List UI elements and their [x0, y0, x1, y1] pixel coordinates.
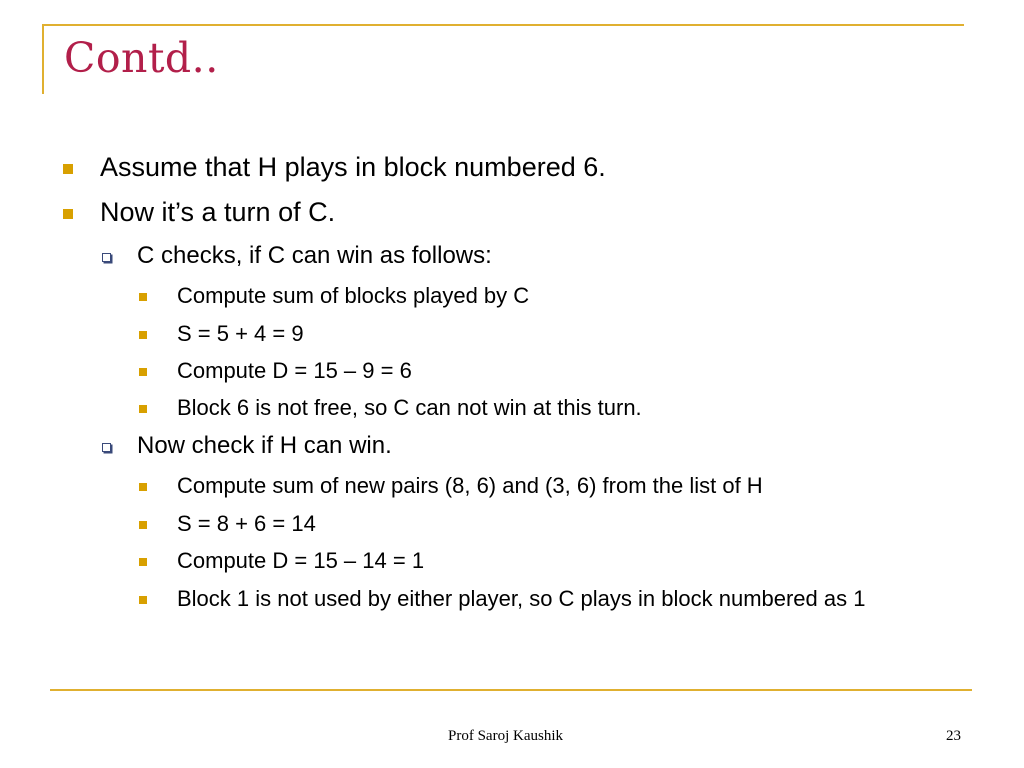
square-bullet-icon: [139, 405, 147, 413]
square-bullet-icon: [139, 293, 147, 301]
bullet-text: C checks, if C can win as follows:: [137, 242, 492, 269]
bullet-text: S = 5 + 4 = 9: [177, 321, 304, 346]
bullet-text: Assume that H plays in block numbered 6.: [100, 152, 606, 182]
square-bullet-icon: [63, 209, 73, 219]
bullet-text: Block 6 is not free, so C can not win at this turn.: [177, 395, 642, 420]
bullet-text: Now it’s a turn of C.: [100, 197, 336, 227]
square-bullet-icon: [139, 521, 147, 529]
hollow-square-bullet-icon: [102, 443, 111, 452]
footer-author: Prof Saroj Kaushik: [448, 728, 563, 744]
bullet-text: Compute sum of blocks played by C: [177, 283, 530, 308]
square-bullet-icon: [139, 483, 147, 491]
hollow-square-bullet-icon: [102, 253, 111, 262]
square-bullet-icon: [139, 331, 147, 339]
bullet-text: Now check if H can win.: [137, 432, 392, 459]
bullet-text: Compute D = 15 – 9 = 6: [177, 358, 412, 383]
footer-rule: [50, 689, 972, 691]
bullet-text: Compute sum of new pairs (8, 6) and (3, 6) from the list of H: [177, 473, 763, 498]
square-bullet-icon: [139, 368, 147, 376]
bullet-text: Compute D = 15 – 14 = 1: [177, 548, 425, 573]
page-number: 23: [946, 728, 961, 744]
bullet-text: Block 1 is not used by either player, so C plays in block numbered as 1: [177, 586, 866, 611]
bullet-text: S = 8 + 6 = 14: [177, 511, 316, 536]
square-bullet-icon: [139, 596, 147, 604]
slide-title: Contd..: [64, 34, 219, 82]
square-bullet-icon: [63, 164, 73, 174]
square-bullet-icon: [139, 558, 147, 566]
